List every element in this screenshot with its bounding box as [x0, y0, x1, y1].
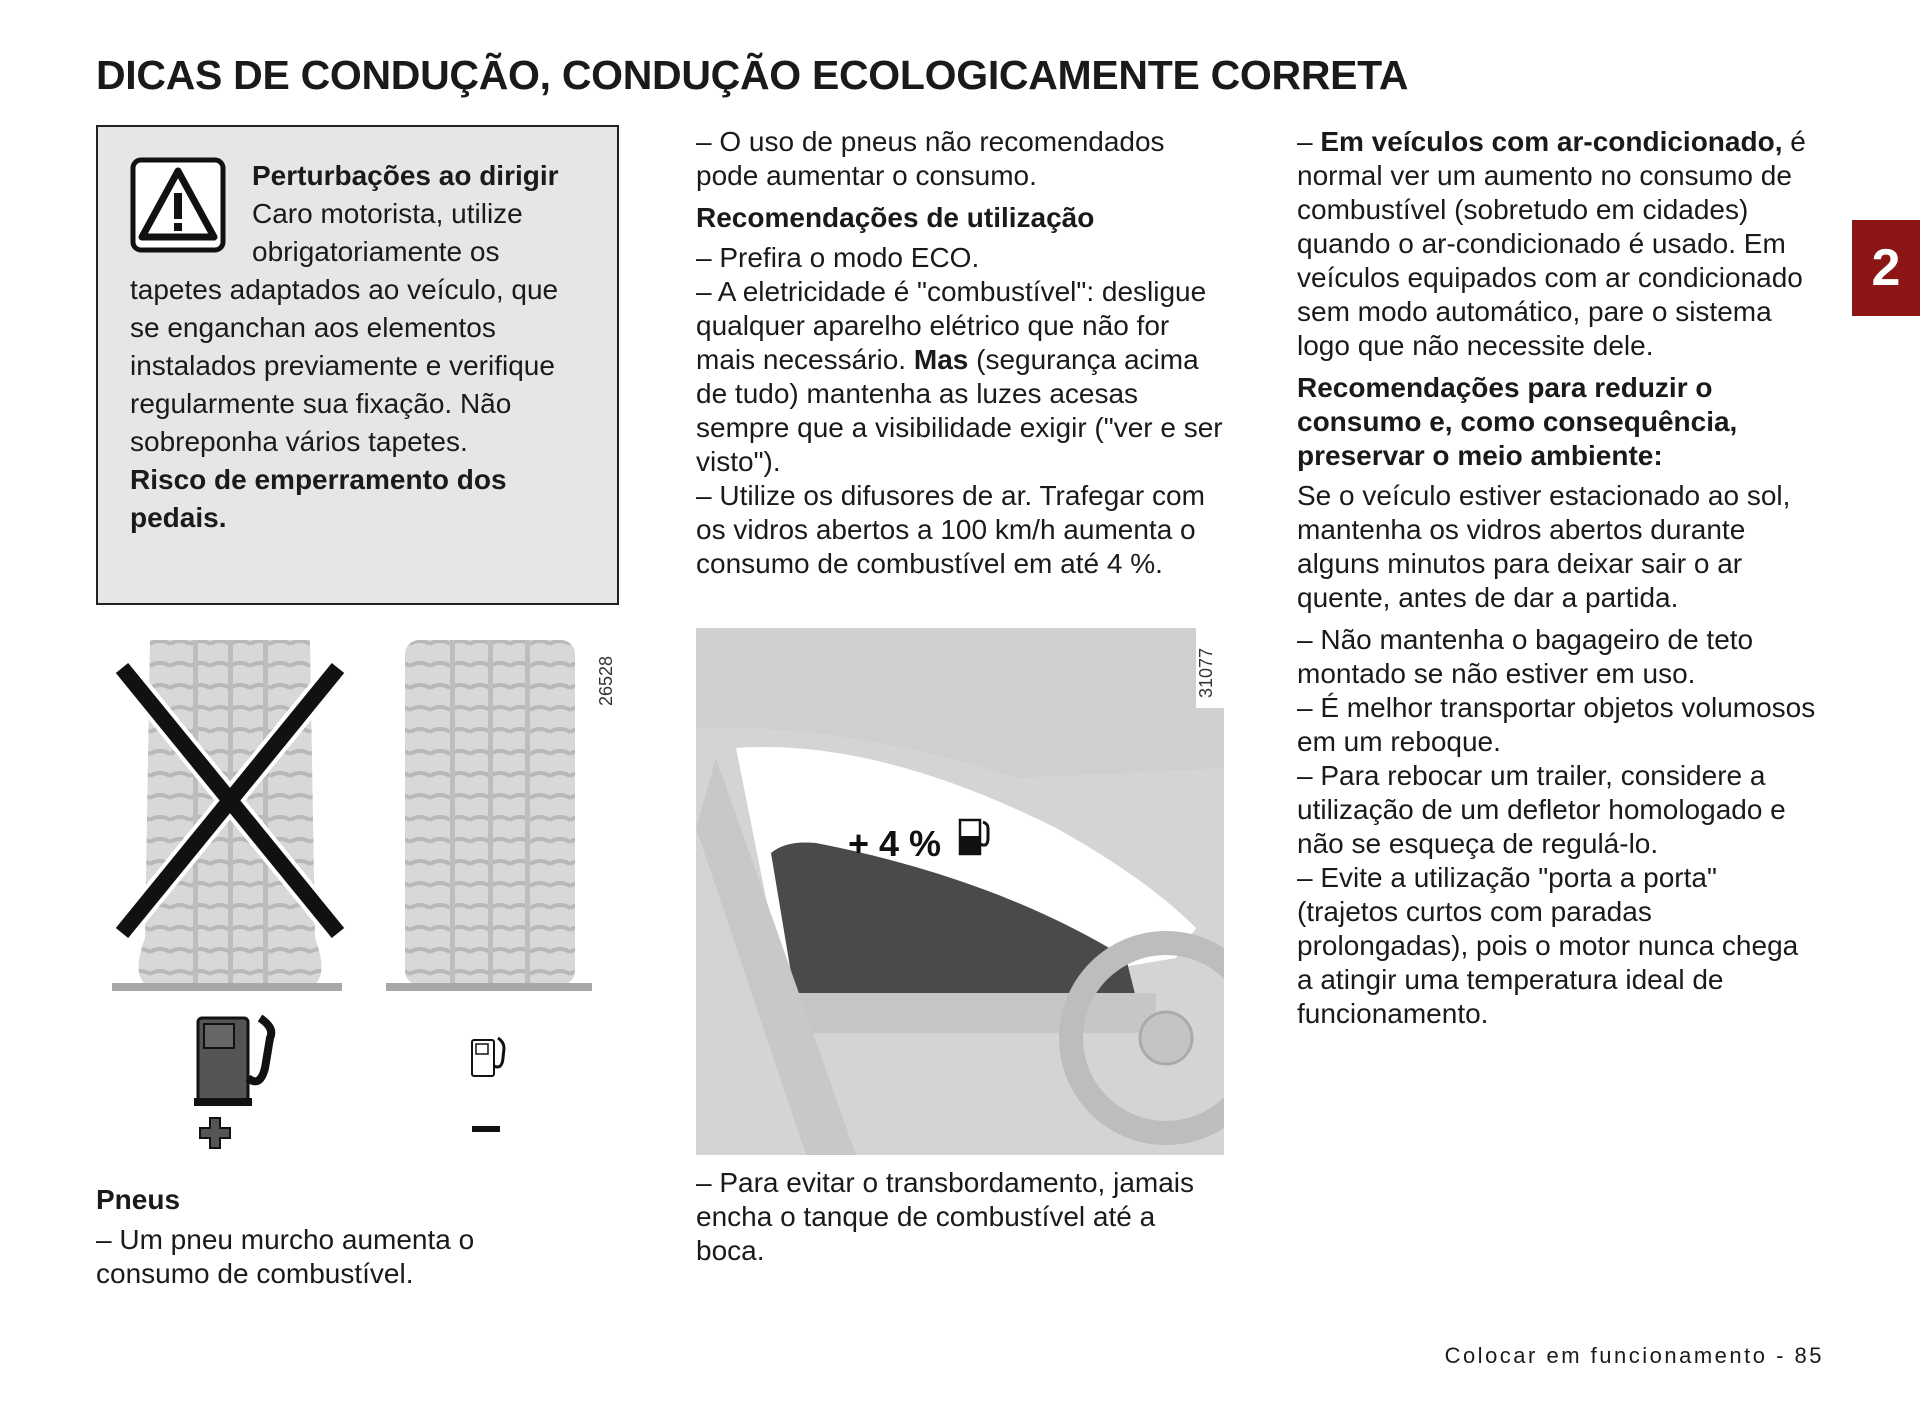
paragraph: – Evite a utilização "porta a porta" (trajetos curtos com paradas prolongadas), pois o motor nunca chega a atingir uma temperatura ideal de funcionamento.: [1297, 862, 1799, 1029]
figure-number: 31077: [1196, 647, 1216, 698]
text-bold: Mas: [913, 344, 969, 375]
paragraph: – Utilize os difusores de ar. Trafegar com os vidros abertos a 100 km/h aumenta o consumo de combustível em até 4 %.: [696, 480, 1205, 579]
paragraph: – Para rebocar um trailer, considere a utilização de um defletor homologado e não se esqueça de regulá-lo.: [1297, 760, 1786, 859]
fuel-pump-small-icon: [472, 1038, 504, 1132]
page-footer: Colocar em funcionamento - 85: [1444, 1343, 1824, 1368]
warning-bold: Risco de emperramento dos pedais.: [130, 464, 507, 533]
column-2-bottom: [696, 1166, 1226, 1268]
inflated-tire: [405, 640, 575, 985]
paragraph: – Não mantenha o bagageiro de teto montado se não estiver em uso.: [1297, 624, 1754, 689]
paragraph: Se o veículo estiver estacionado ao sol, mantenha os vidros abertos durante alguns minutos para deixar sair o ar quente, antes de dar a partida.: [1297, 480, 1791, 613]
warning-text: Caro motorista, utilize obrigatoriamente os tapetes adaptados ao veículo, que se enganchan aos elementos instalados previamente e verifique regularmente sua fixação. Não sobreponha vários tapetes.: [130, 198, 559, 457]
paragraph: [1297, 125, 1817, 363]
column-1: [96, 1175, 566, 1291]
section-heading-usage: Recomendações de utilização: [696, 202, 1095, 233]
car-window-figure: [696, 628, 1224, 1155]
text-bold: Em veículos com ar-condicionado,: [1320, 126, 1783, 157]
figure-number: 26528: [596, 655, 616, 706]
warning-box: [96, 125, 619, 605]
section-heading-reduce: Recomendações para reduzir o consumo e, como consequência, preservar o meio ambiente:: [1297, 372, 1738, 471]
car-interior-illustration: [696, 628, 1224, 1155]
consumption-increase-label: + 4 %: [848, 823, 942, 864]
column-3: [1297, 125, 1817, 1031]
text: é normal ver um aumento no consumo de combustível (sobretudo em cidades) quando o ar-condicionado é usado. Em veículos equipados com ar condicionado sem modo automático, pare o sistema logo que não necessite dele.: [1297, 126, 1806, 361]
tires-figure: [110, 638, 616, 1158]
text: –: [1297, 126, 1321, 157]
fuel-pump-large-icon: [194, 1018, 271, 1148]
paragraph: – Prefira o modo ECO.: [696, 242, 980, 273]
paragraph: – O uso de pneus não recomendados pode aumentar o consumo.: [696, 126, 1165, 191]
page-title: DICAS DE CONDUÇÃO, CONDUÇÃO ECOLOGICAMENTE CORRETA: [96, 52, 1409, 98]
warning-triangle-icon: [130, 157, 226, 253]
paragraph: [696, 275, 1226, 479]
paragraph: – Para evitar o transbordamento, jamais encha o tanque de combustível até a boca.: [696, 1167, 1195, 1266]
fuel-pump-icon: [958, 818, 994, 858]
section-heading-tires: Pneus: [96, 1184, 181, 1215]
text: (segurança acima de tudo) mantenha as luzes acesas sempre que a visibilidade exigir ("ver e ser visto").: [696, 344, 1223, 477]
column-2: [696, 125, 1226, 581]
tires-illustration: [110, 638, 610, 1158]
paragraph: – É melhor transportar objetos volumosos em um reboque.: [1297, 692, 1816, 757]
paragraph: – Um pneu murcho aumenta o consumo de combustível.: [96, 1224, 475, 1289]
warning-heading: Perturbações ao dirigir: [252, 160, 559, 191]
chapter-tab: 2: [1852, 220, 1920, 316]
text: – A eletricidade é "combustível": desligue qualquer aparelho elétrico que não for mais necessário.: [696, 276, 1207, 375]
